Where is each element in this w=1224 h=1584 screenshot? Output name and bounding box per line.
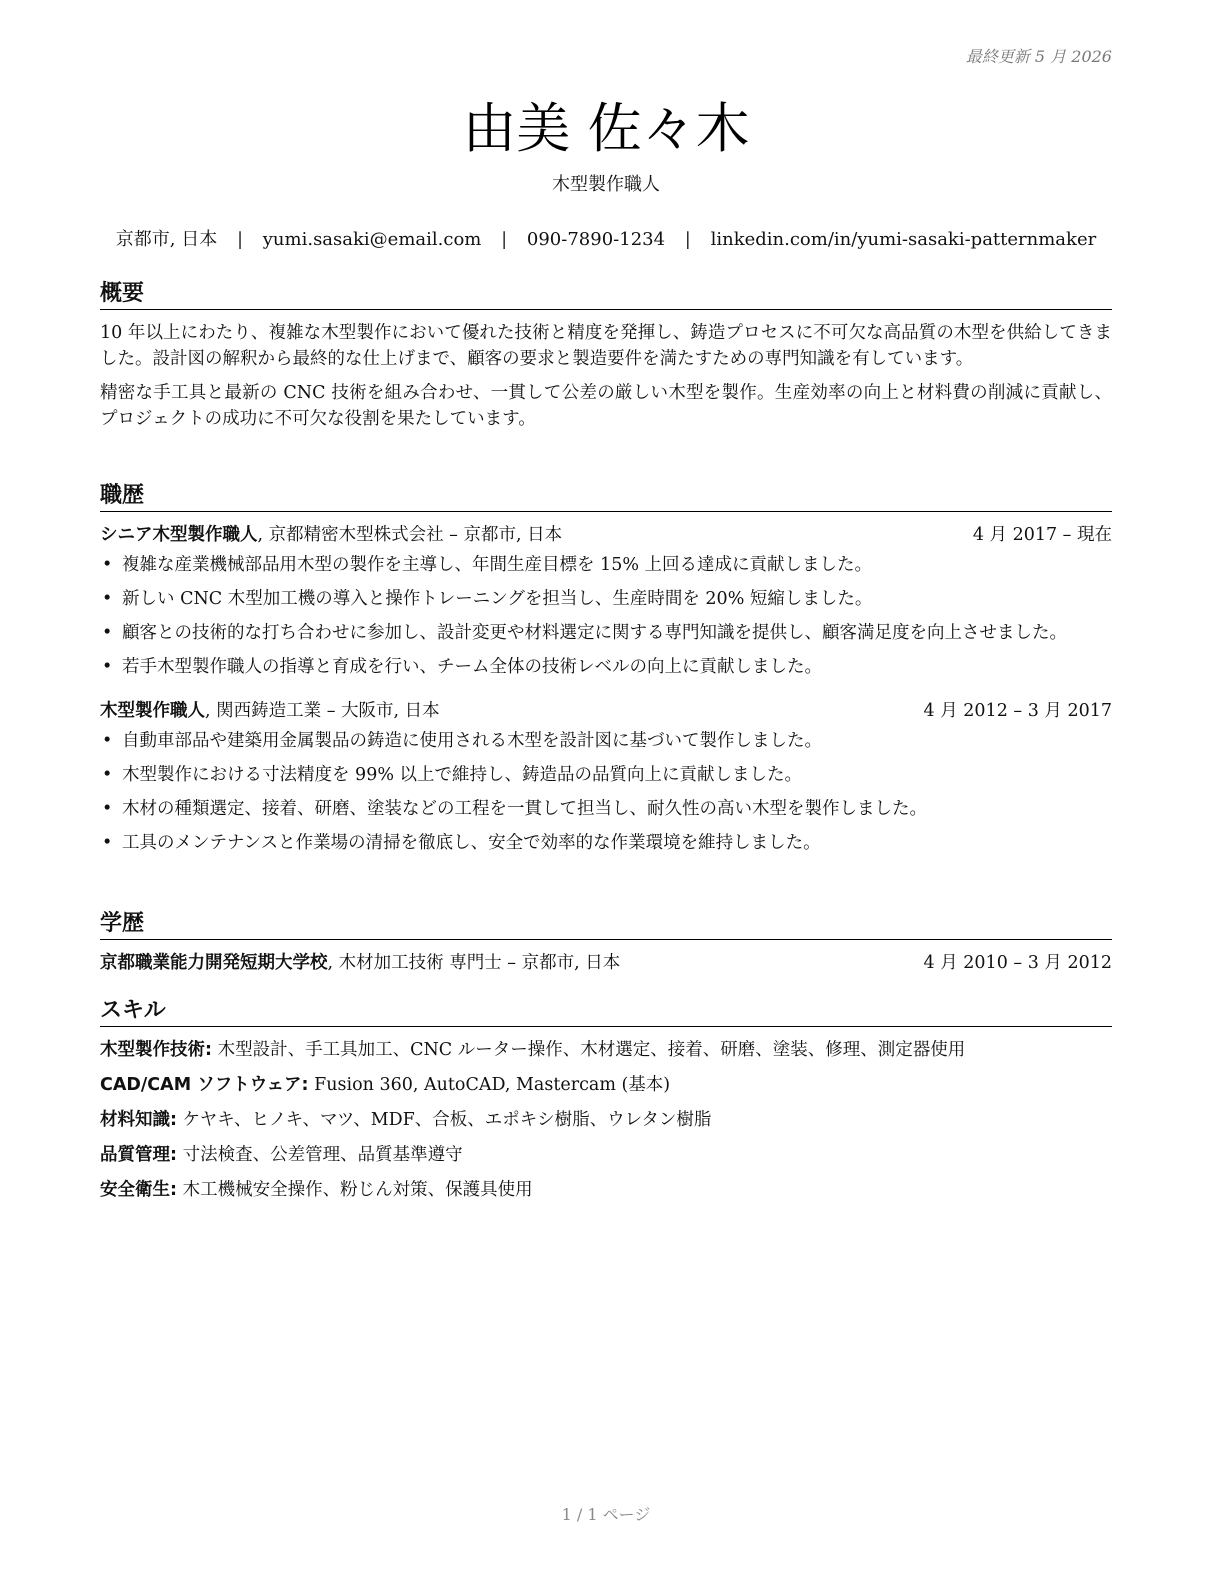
education-title-line: [100, 950, 620, 976]
skill-list: Fusion 360, AutoCAD, Mastercam (基本): [314, 1075, 671, 1095]
job-role: 木型製作職人: [100, 701, 205, 721]
bullet-text: 顧客との技術的な打ち合わせに参加し、設計変更や材料選定に関する専門知識を提供し、顧客満足度を向上させました。: [122, 623, 1067, 643]
summary-heading: 概要: [100, 276, 1112, 310]
list-item: [100, 620, 1112, 646]
skill-category: 品質管理:: [100, 1145, 177, 1165]
resume-page: [100, 0, 1112, 1584]
summary-paragraph: 精密な手工具と最新の CNC 技術を組み合わせ、一貫して公差の厳しい木型を製作。生産効率の向上と材料費の削減に貢献し、プロジェクトの成功に不可欠な役割を果たしています。: [100, 383, 1112, 429]
skill-list: 木型設計、手工具加工、CNC ルーター操作、木材選定、接着、研磨、塗装、修理、測定器使用: [217, 1040, 966, 1060]
bullet-icon: •: [102, 765, 113, 785]
experience-heading: 職歴: [100, 478, 1112, 512]
bullet-text: 木型製作における寸法精度を 99% 以上で維持し、鋳造品の品質向上に貢献しました。: [122, 765, 803, 785]
skill-row: [100, 1107, 1112, 1133]
job-dates: 4 月 2012 – 3 月 2017: [923, 701, 1112, 721]
skill-row: [100, 1142, 1112, 1168]
skill-category: CAD/CAM ソフトウェア:: [100, 1075, 309, 1095]
bullet-icon: •: [102, 833, 113, 853]
experience-section: [100, 478, 1112, 864]
skill-category: 木型製作技術:: [100, 1040, 212, 1060]
bullet-icon: •: [102, 657, 113, 677]
skill-list: 寸法検査、公差管理、品質基準遵守: [182, 1145, 463, 1165]
bullet-icon: •: [102, 799, 113, 819]
contact-separator: |: [236, 229, 244, 250]
list-item: [100, 654, 1112, 680]
skill-row: [100, 1177, 1112, 1203]
list-item: [100, 586, 1112, 612]
skill-list: ケヤキ、ヒノキ、マツ、MDF、合板、エポキシ樹脂、ウレタン樹脂: [182, 1110, 712, 1130]
contact-linkedin[interactable]: linkedin.com/in/yumi-sasaki-patternmaker: [710, 229, 1097, 250]
list-item: [100, 796, 1112, 822]
contact-phone[interactable]: 090-7890-1234: [526, 229, 666, 250]
education-school: 京都職業能力開発短期大学校: [100, 953, 328, 973]
bullet-text: 新しい CNC 木型加工機の導入と操作トレーニングを担当し、生産時間を 20% 短縮しました。: [122, 589, 873, 609]
bullet-text: 自動車部品や建築用金属製品の鋳造に使用される木型を設計図に基づいて製作しました。: [122, 731, 822, 751]
bullet-icon: •: [102, 623, 113, 643]
contact-separator: |: [684, 229, 691, 250]
last-updated: 最終更新 5 月 2026: [965, 47, 1112, 66]
job-bullets: [100, 728, 1112, 856]
contact-email[interactable]: yumi.sasaki@email.com: [262, 229, 482, 250]
page-indicator: 1 / 1 ページ: [561, 1505, 651, 1524]
bullet-text: 工具のメンテナンスと作業場の清掃を徹底し、安全で効率的な作業環境を維持しました。: [122, 833, 821, 853]
skills-heading: スキル: [100, 993, 1112, 1027]
education-detail: , 木材加工技術 専門士 – 京都市, 日本: [327, 953, 621, 973]
skill-category: 安全衛生:: [100, 1180, 177, 1200]
job-role: シニア木型製作職人: [100, 525, 258, 545]
bullet-text: 木材の種類選定、接着、研磨、塗装などの工程を一貫して担当し、耐久性の高い木型を製作しました。: [122, 799, 927, 819]
job-header: [100, 698, 1112, 724]
list-item: [100, 762, 1112, 788]
job-entry: [100, 698, 1112, 856]
job-header: [100, 522, 1112, 548]
education-section: [100, 906, 1112, 976]
job-bullets: [100, 552, 1112, 680]
list-item: [100, 552, 1112, 578]
contact-separator: |: [501, 229, 508, 250]
bullet-icon: •: [102, 731, 113, 751]
education-dates: 4 月 2010 – 3 月 2012: [923, 953, 1112, 973]
summary-section: [100, 276, 1112, 440]
contact-line: [100, 225, 1112, 251]
bullet-icon: •: [102, 589, 113, 609]
skill-category: 材料知識:: [100, 1110, 177, 1130]
bullet-icon: •: [102, 555, 113, 575]
summary-paragraph: 10 年以上にわたり、複雑な木型製作において優れた技術と精度を発揮し、鋳造プロセスに不可欠な高品質の木型を供給してきました。設計図の解釈から最終的な仕上げまで、顧客の要求と製造要件を満たすための専門知識を有しています。: [100, 323, 1112, 369]
contact-location: 京都市, 日本: [115, 229, 218, 250]
job-company: , 関西鋳造工業 – 大阪市, 日本: [205, 701, 440, 721]
job-dates: 4 月 2017 – 現在: [972, 525, 1112, 545]
job-entry: [100, 522, 1112, 680]
bullet-text: 若手木型製作職人の指導と育成を行い、チーム全体の技術レベルの向上に貢献しました。: [122, 657, 822, 677]
job-company: , 京都精密木型株式会社 – 京都市, 日本: [257, 525, 563, 545]
list-item: [100, 728, 1112, 754]
education-entry: [100, 950, 1112, 976]
list-item: [100, 830, 1112, 856]
skill-list: 木工機械安全操作、粉じん対策、保護具使用: [182, 1180, 533, 1200]
job-title-line: [100, 522, 562, 548]
candidate-title: 木型製作職人: [552, 174, 660, 195]
skills-section: [100, 993, 1112, 1212]
education-heading: 学歴: [100, 906, 1112, 940]
skill-row: [100, 1072, 1112, 1098]
bullet-text: 複雑な産業機械部品用木型の製作を主導し、年間生産目標を 15% 上回る達成に貢献しました。: [122, 555, 873, 575]
candidate-name: 由美 佐々木: [462, 97, 750, 160]
skill-row: [100, 1037, 1112, 1063]
job-title-line: [100, 698, 440, 724]
